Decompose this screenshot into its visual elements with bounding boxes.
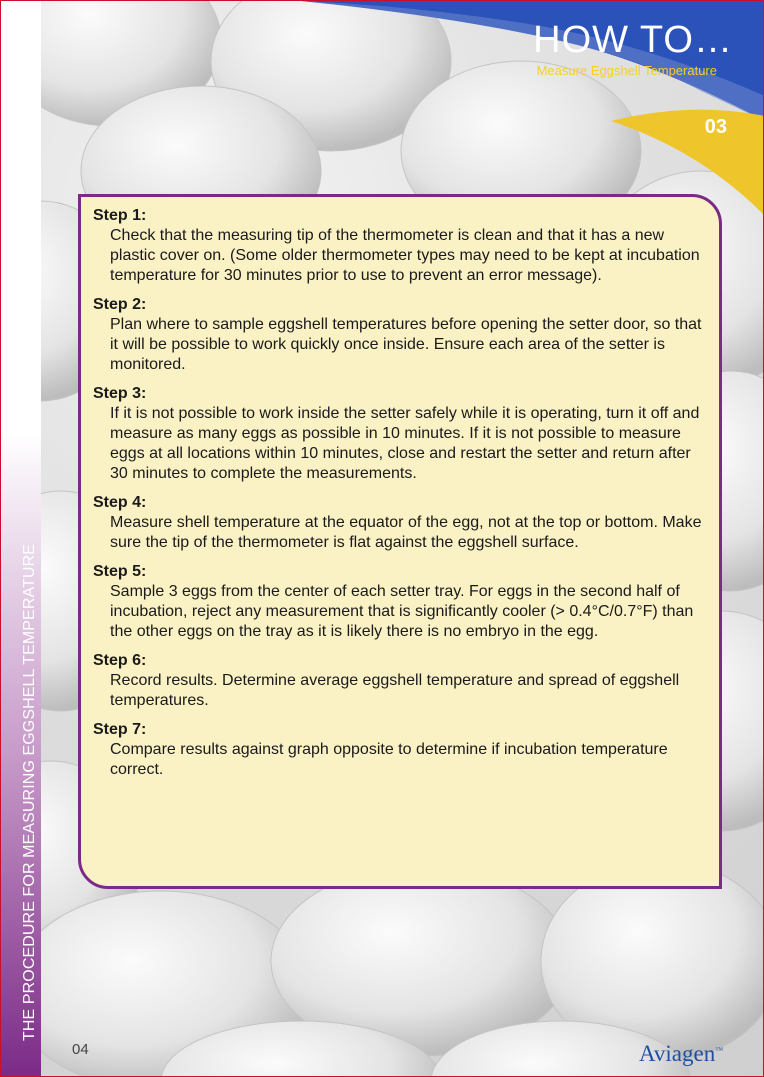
step-body: Compare results against graph opposite to determine if incubation temperature correct. — [110, 741, 668, 778]
step-title: Step 4: — [93, 494, 147, 511]
section-number: 03 — [704, 116, 727, 138]
page-title: HOW TO… — [533, 19, 733, 61]
logo-text: Aviagen — [639, 1041, 716, 1066]
page-number: 04 — [72, 1041, 89, 1058]
step-4 — [93, 493, 707, 553]
step-title: Step 1: — [93, 207, 147, 224]
step-body: Check that the measuring tip of the thermometer is clean and that it has a new plastic cover on. (Some older thermometer types may need to be kept at incubation temperature for 30 minutes prior to use to prevent an error message). — [110, 227, 700, 284]
step-title: Step 6: — [93, 652, 147, 669]
step-body: Measure shell temperature at the equator of the egg, not at the top or bottom. Make sure the tip of the thermometer is flat against the eggshell surface. — [110, 514, 702, 551]
step-3 — [93, 384, 707, 484]
step-body: Record results. Determine average eggshell temperature and spread of eggshell temperatures. — [110, 672, 680, 709]
aviagen-logo — [639, 1041, 723, 1067]
step-2 — [93, 295, 707, 375]
step-1 — [93, 206, 707, 286]
step-title: Step 3: — [93, 385, 147, 402]
page-subtitle: Measure Eggshell Temperature — [536, 63, 717, 78]
sidebar-title: THE PROCEDURE FOR MEASURING EGGSHELL TEMPERATURE — [21, 543, 38, 1041]
step-body: If it is not possible to work inside the setter safely while it is operating, turn it off and measure as many eggs as possible in 10 minutes. If it is not possible to measure eggs at all locations within 10 minutes, close and restart the setter and return after 30 minutes to complete the measurements. — [110, 405, 700, 482]
step-6 — [93, 651, 707, 711]
step-body: Sample 3 eggs from the center of each setter tray. For eggs in the second half of incubation, reject any measurement that is significantly cooler (> 0.4°C/0.7°F) than the other eggs on the tray as it is likely there is no embryo in the egg. — [110, 583, 694, 640]
step-5 — [93, 562, 707, 642]
step-title: Step 5: — [93, 563, 147, 580]
step-title: Step 7: — [93, 721, 147, 738]
step-title: Step 2: — [93, 296, 147, 313]
step-body: Plan where to sample eggshell temperatures before opening the setter door, so that it will be possible to work quickly once inside. Ensure each area of the setter is monitored. — [110, 316, 702, 373]
steps-box — [78, 194, 722, 889]
trademark-mark: ™ — [715, 1045, 724, 1055]
step-7 — [93, 720, 707, 780]
